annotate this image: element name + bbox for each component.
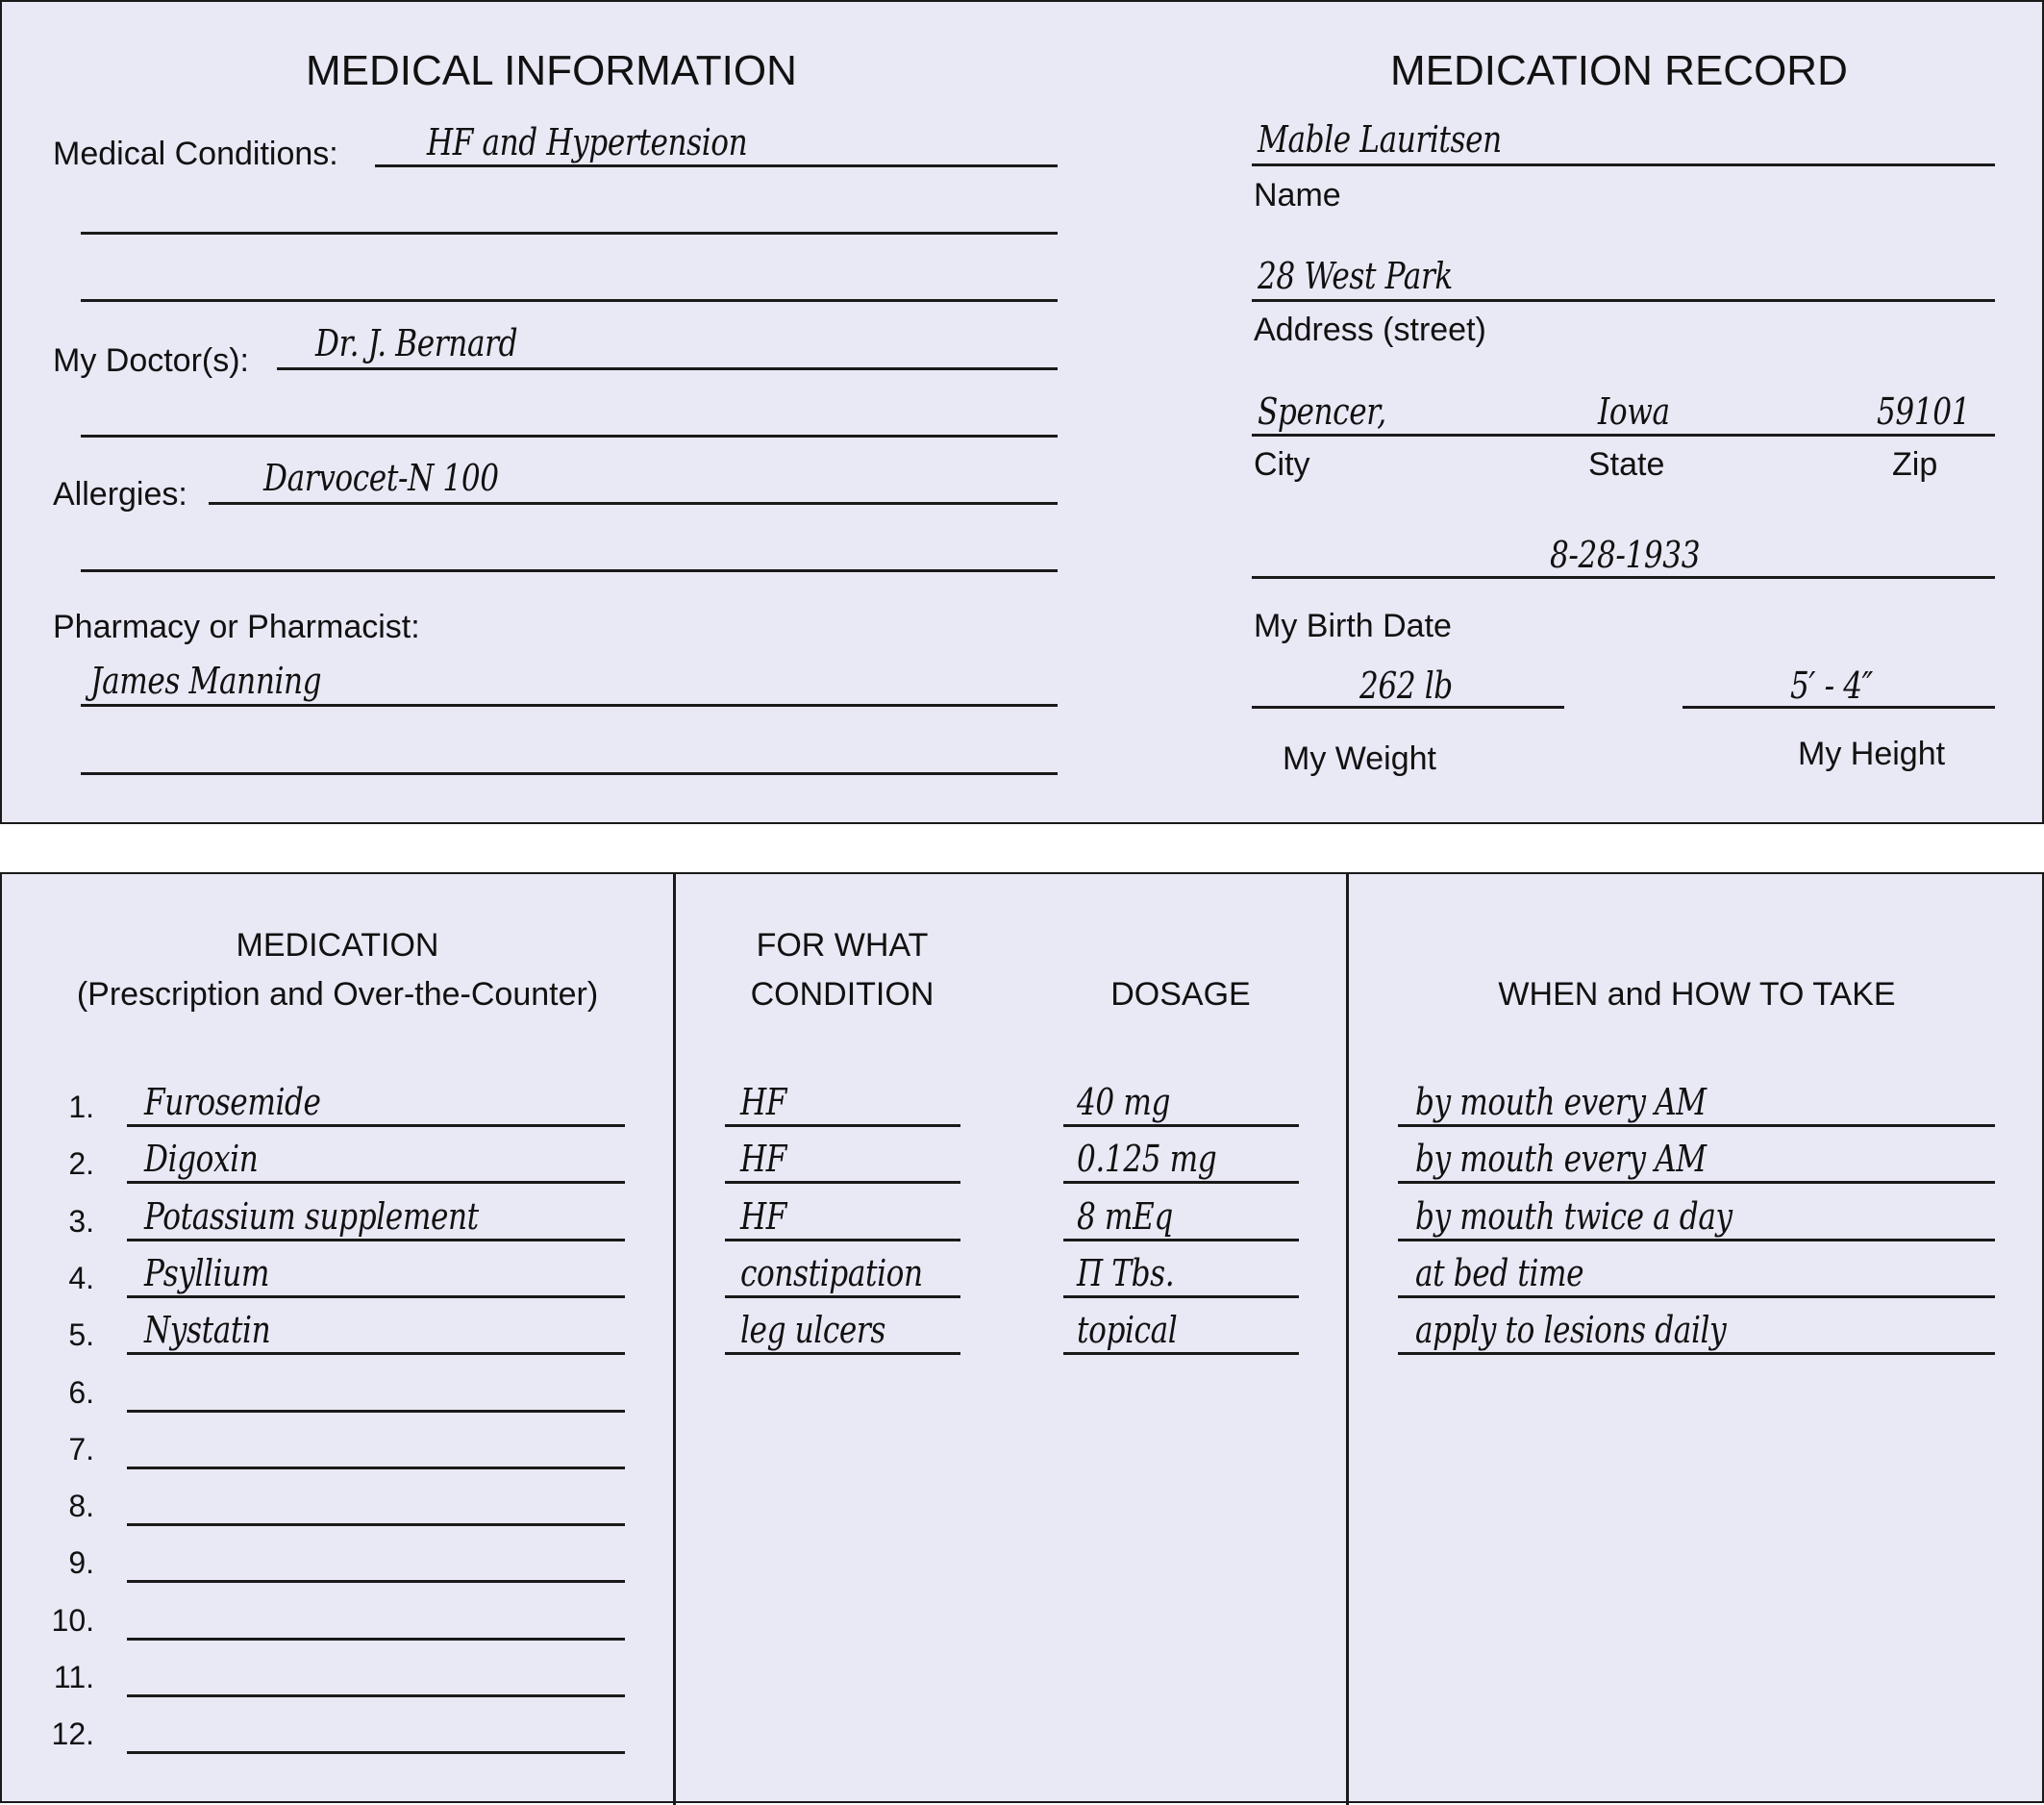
dosage-line <box>1063 1352 1299 1355</box>
row-number: 2. <box>68 1146 94 1181</box>
medication-header: MEDICATION <box>236 927 439 964</box>
dosage-line <box>1063 1295 1299 1298</box>
dosage-value[interactable]: 40 mg <box>1077 1081 1171 1123</box>
state-label: State <box>1588 446 1665 483</box>
condition-value[interactable]: constipation <box>740 1252 923 1294</box>
zip-label: Zip <box>1892 446 1938 483</box>
weight-line <box>1252 706 1564 709</box>
address-label: Address (street) <box>1254 312 1486 348</box>
when-line <box>1398 1352 1995 1355</box>
condition-value[interactable]: HF <box>740 1195 786 1238</box>
condition-value[interactable]: HF <box>740 1081 786 1123</box>
doctors-line-2 <box>81 435 1058 438</box>
conditions-label: Medical Conditions: <box>53 136 338 172</box>
medical-info-card <box>0 0 2044 824</box>
medication-line <box>127 1410 625 1413</box>
medication-line <box>127 1638 625 1641</box>
when-value[interactable]: by mouth every AM <box>1415 1081 1707 1123</box>
medication-name[interactable]: Digoxin <box>144 1138 259 1180</box>
medication-line <box>127 1523 625 1526</box>
condition-value[interactable]: leg ulcers <box>740 1309 885 1351</box>
medication-subheader: (Prescription and Over-the-Counter) <box>76 976 599 1013</box>
name-line <box>1252 163 1995 166</box>
birth-date-value[interactable]: 8-28-1933 <box>1550 534 1701 576</box>
when-value[interactable]: at bed time <box>1415 1252 1584 1294</box>
when-header: WHEN and HOW TO TAKE <box>1498 976 1896 1013</box>
medication-line <box>127 1751 625 1754</box>
conditions-line <box>375 164 1058 167</box>
condition-line <box>725 1181 960 1184</box>
medication-line <box>127 1694 625 1697</box>
medication-line <box>127 1181 625 1184</box>
condition-line <box>725 1239 960 1241</box>
dosage-value[interactable]: Π Tbs. <box>1077 1252 1175 1294</box>
conditions-line-2 <box>81 232 1058 235</box>
address-value[interactable]: 28 West Park <box>1258 255 1453 297</box>
name-value[interactable]: Mable Lauritsen <box>1258 118 1502 161</box>
allergies-label: Allergies: <box>53 476 187 513</box>
dosage-value[interactable]: 0.125 mg <box>1077 1138 1217 1180</box>
row-number: 10. <box>51 1603 94 1638</box>
dosage-header: DOSAGE <box>1110 976 1251 1013</box>
city-label: City <box>1254 446 1310 483</box>
name-label: Name <box>1254 177 1341 213</box>
conditions-line-3 <box>81 299 1058 302</box>
medication-line <box>127 1295 625 1298</box>
medication-line <box>127 1124 625 1127</box>
city-value[interactable]: Spencer, <box>1258 390 1386 433</box>
medication-line <box>127 1239 625 1241</box>
pharmacy-line <box>81 704 1058 707</box>
dosage-line <box>1063 1181 1299 1184</box>
city-state-zip-line <box>1252 434 1995 437</box>
height-line <box>1683 706 1995 709</box>
doctors-label: My Doctor(s): <box>53 342 249 379</box>
row-number: 8. <box>68 1489 94 1523</box>
condition-value[interactable]: HF <box>740 1138 786 1180</box>
pharmacy-line-2 <box>81 772 1058 775</box>
when-line <box>1398 1181 1995 1184</box>
doctors-line <box>277 367 1058 370</box>
medication-name[interactable]: Nystatin <box>144 1309 271 1351</box>
weight-value[interactable]: 262 lb <box>1359 664 1453 707</box>
state-value[interactable]: Iowa <box>1598 390 1670 433</box>
row-number: 4. <box>68 1261 94 1295</box>
pharmacy-value[interactable]: James Manning <box>90 660 322 702</box>
medication-name[interactable]: Furosemide <box>144 1081 321 1123</box>
row-number: 9. <box>68 1545 94 1580</box>
medication-record-title: MEDICATION RECORD <box>1390 47 1848 94</box>
row-number: 7. <box>68 1432 94 1467</box>
when-value[interactable]: apply to lesions daily <box>1415 1309 1727 1351</box>
address-line <box>1252 299 1995 302</box>
row-number: 3. <box>68 1204 94 1239</box>
medication-line <box>127 1467 625 1469</box>
column-divider-1 <box>673 874 676 1805</box>
allergies-value[interactable]: Darvocet-N 100 <box>263 457 499 499</box>
row-number: 12. <box>51 1717 94 1751</box>
when-value[interactable]: by mouth every AM <box>1415 1138 1707 1180</box>
medication-line <box>127 1352 625 1355</box>
dosage-line <box>1063 1124 1299 1127</box>
medication-name[interactable]: Potassium supplement <box>144 1195 479 1238</box>
row-number: 11. <box>53 1660 94 1694</box>
dosage-value[interactable]: 8 mEq <box>1077 1195 1173 1238</box>
weight-label: My Weight <box>1283 740 1436 777</box>
doctors-value[interactable]: Dr. J. Bernard <box>315 322 518 364</box>
medication-line <box>127 1580 625 1583</box>
condition-line <box>725 1352 960 1355</box>
medication-table-card <box>0 872 2044 1803</box>
allergies-line-2 <box>81 569 1058 572</box>
dosage-value[interactable]: topical <box>1077 1309 1178 1351</box>
height-value[interactable]: 5′ - 4″ <box>1790 664 1873 707</box>
medication-name[interactable]: Psyllium <box>144 1252 269 1294</box>
condition-line <box>725 1124 960 1127</box>
height-label: My Height <box>1798 736 1946 772</box>
when-line <box>1398 1124 1995 1127</box>
medical-information-title: MEDICAL INFORMATION <box>306 47 797 94</box>
when-value[interactable]: by mouth twice a day <box>1415 1195 1732 1238</box>
birth-date-line <box>1252 576 1995 579</box>
when-line <box>1398 1295 1995 1298</box>
allergies-line <box>209 502 1058 505</box>
row-number: 5. <box>68 1317 94 1352</box>
row-number: 1. <box>68 1090 94 1124</box>
dosage-line <box>1063 1239 1299 1241</box>
birth-date-label: My Birth Date <box>1254 608 1452 644</box>
row-number: 6. <box>68 1375 94 1410</box>
zip-value[interactable]: 59101 <box>1877 390 1971 433</box>
condition-subheader: CONDITION <box>750 976 935 1013</box>
column-divider-2 <box>1346 874 1349 1805</box>
pharmacy-label: Pharmacy or Pharmacist: <box>53 609 420 645</box>
when-line <box>1398 1239 1995 1241</box>
condition-header: FOR WHAT <box>756 927 929 964</box>
conditions-value[interactable]: HF and Hypertension <box>427 121 748 163</box>
condition-line <box>725 1295 960 1298</box>
